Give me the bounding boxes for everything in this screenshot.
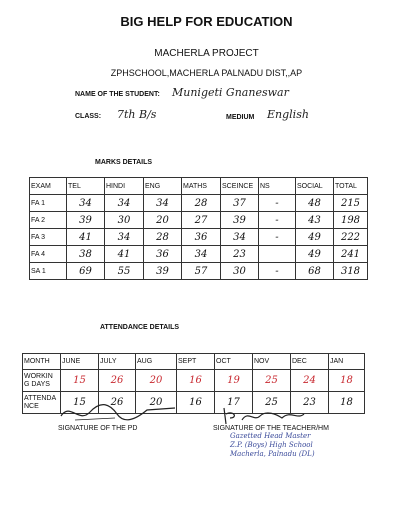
marks-value-cell: 39: [144, 263, 182, 280]
attendance-value-cell: 23: [291, 392, 329, 414]
attendance-value-cell: 17: [215, 392, 253, 414]
marks-header-cell: ENG: [144, 178, 182, 195]
marks-value-cell: 222: [334, 229, 368, 246]
marks-value-cell: 38: [67, 246, 105, 263]
attendance-row-label-line1: WORKIN: [24, 372, 53, 380]
marks-value-cell: -: [259, 229, 296, 246]
attendance-value-cell: 26: [99, 392, 136, 414]
marks-value-cell: 49: [296, 229, 334, 246]
attendance-value-cell: 15: [61, 392, 99, 414]
marks-value-cell: 43: [296, 212, 334, 229]
attendance-value-cell: 20: [136, 392, 177, 414]
attendance-row-label-line2: NCE: [24, 402, 39, 410]
marks-value-cell: 241: [334, 246, 368, 263]
marks-value-cell: 39: [221, 212, 259, 229]
marks-table: [29, 177, 368, 280]
marks-row: [30, 229, 368, 246]
marks-value-cell: 41: [67, 229, 105, 246]
attendance-value-cell: 25: [253, 392, 291, 414]
marks-value-cell: 34: [221, 229, 259, 246]
school-stamp: [230, 432, 315, 459]
attendance-header-cell: JULY: [99, 354, 136, 370]
marks-section-title: MARKS DETAILS: [95, 159, 153, 166]
attendance-row-label-line1: ATTENDA: [24, 394, 57, 402]
marks-row: [30, 212, 368, 229]
working-days-cell: 15: [61, 370, 99, 392]
marks-table-body: [30, 178, 368, 280]
attendance-value-cell: 18: [329, 392, 365, 414]
marks-header-cell: EXAM: [30, 178, 67, 195]
pd-signature: [55, 398, 185, 428]
stamp-line-1: Gazetted Head Master: [230, 432, 311, 440]
marks-header-cell: NS: [259, 178, 296, 195]
marks-value-cell: 57: [182, 263, 221, 280]
marks-value-cell: 39: [67, 212, 105, 229]
marks-value-cell: 27: [182, 212, 221, 229]
working-days-cell: 24: [291, 370, 329, 392]
attendance-value-cell: 16: [177, 392, 215, 414]
marks-header-cell: MATHS: [182, 178, 221, 195]
marks-value-cell: 318: [334, 263, 368, 280]
medium-value: English: [267, 108, 309, 121]
class-label: CLASS:: [75, 113, 102, 120]
marks-value-cell: 37: [221, 195, 259, 212]
project-name: MACHERLA PROJECT: [154, 48, 259, 59]
attendance-header-row: [23, 354, 365, 370]
student-name-label: NAME OF THE STUDENT:: [75, 91, 160, 98]
marks-row: [30, 246, 368, 263]
school-name: ZPHSCHOOL,MACHERLA PALNADU DIST,,AP: [110, 68, 303, 78]
attendance-section-title: ATTENDANCE DETAILS: [100, 324, 180, 331]
working-days-cell: 20: [136, 370, 177, 392]
marks-header-cell: TEL: [67, 178, 105, 195]
working-days-cell: 18: [329, 370, 365, 392]
working-days-cell: 19: [215, 370, 253, 392]
marks-value-cell: 69: [67, 263, 105, 280]
marks-value-cell: 28: [144, 229, 182, 246]
marks-value-cell: -: [259, 212, 296, 229]
marks-header-cell: TOTAL: [334, 178, 368, 195]
marks-exam-label: FA 2: [30, 212, 67, 229]
attendance-header-cell: DEC: [291, 354, 329, 370]
marks-exam-label: FA 3: [30, 229, 67, 246]
attendance-header-cell: SEPT: [177, 354, 215, 370]
pd-signature-label: SIGNATURE OF THE PD: [58, 425, 138, 432]
marks-value-cell: 30: [221, 263, 259, 280]
marks-value-cell: 215: [334, 195, 368, 212]
attendance-row: [23, 370, 365, 392]
working-days-cell: 25: [253, 370, 291, 392]
marks-value-cell: 28: [182, 195, 221, 212]
marks-value-cell: 34: [105, 229, 144, 246]
marks-value-cell: 34: [67, 195, 105, 212]
attendance-header-cell: MONTH: [23, 354, 61, 370]
marks-exam-label: FA 4: [30, 246, 67, 263]
marks-exam-label: SA 1: [30, 263, 67, 280]
attendance-header-cell: OCT: [215, 354, 253, 370]
marks-value-cell: 34: [182, 246, 221, 263]
marks-value-cell: 36: [182, 229, 221, 246]
medium-label: MEDIUM: [226, 114, 255, 121]
stamp-line-2: Z.P. (Boys) High School: [230, 441, 313, 449]
attendance-header-cell: JAN: [329, 354, 365, 370]
document-title: BIG HELP FOR EDUCATION: [120, 14, 293, 29]
marks-exam-label: FA 1: [30, 195, 67, 212]
marks-value-cell: -: [259, 263, 296, 280]
marks-value-cell: 68: [296, 263, 334, 280]
marks-value-cell: 23: [221, 246, 259, 263]
marks-header-cell: HINDI: [105, 178, 144, 195]
marks-value-cell: 34: [144, 195, 182, 212]
marks-row: [30, 195, 368, 212]
marks-value-cell: 20: [144, 212, 182, 229]
marks-header-row: [30, 178, 368, 195]
marks-value-cell: 36: [144, 246, 182, 263]
marks-value-cell: 41: [105, 246, 144, 263]
attendance-header-cell: JUNE: [61, 354, 99, 370]
attendance-header-cell: NOV: [253, 354, 291, 370]
marks-header-cell: SOCIAL: [296, 178, 334, 195]
working-days-cell: 26: [99, 370, 136, 392]
marks-value-cell: 198: [334, 212, 368, 229]
marks-row: [30, 263, 368, 280]
marks-value-cell: 49: [296, 246, 334, 263]
marks-value-cell: [259, 246, 296, 263]
class-value: 7th B/s: [117, 108, 157, 121]
student-name-value: Munigeti Gnaneswar: [172, 86, 289, 99]
marks-header-cell: SCEINCE: [221, 178, 259, 195]
attendance-header-cell: AUG: [136, 354, 177, 370]
marks-value-cell: 34: [105, 195, 144, 212]
attendance-row-label-line2: G DAYS: [24, 380, 50, 388]
marks-value-cell: -: [259, 195, 296, 212]
stamp-line-3: Macherla, Palnadu (DL): [230, 450, 315, 458]
marks-value-cell: 48: [296, 195, 334, 212]
attendance-row-label: [23, 370, 61, 392]
working-days-cell: 16: [177, 370, 215, 392]
hm-signature-label: SIGNATURE OF THE TEACHER/HM: [213, 425, 329, 432]
marks-value-cell: 30: [105, 212, 144, 229]
marks-value-cell: 55: [105, 263, 144, 280]
